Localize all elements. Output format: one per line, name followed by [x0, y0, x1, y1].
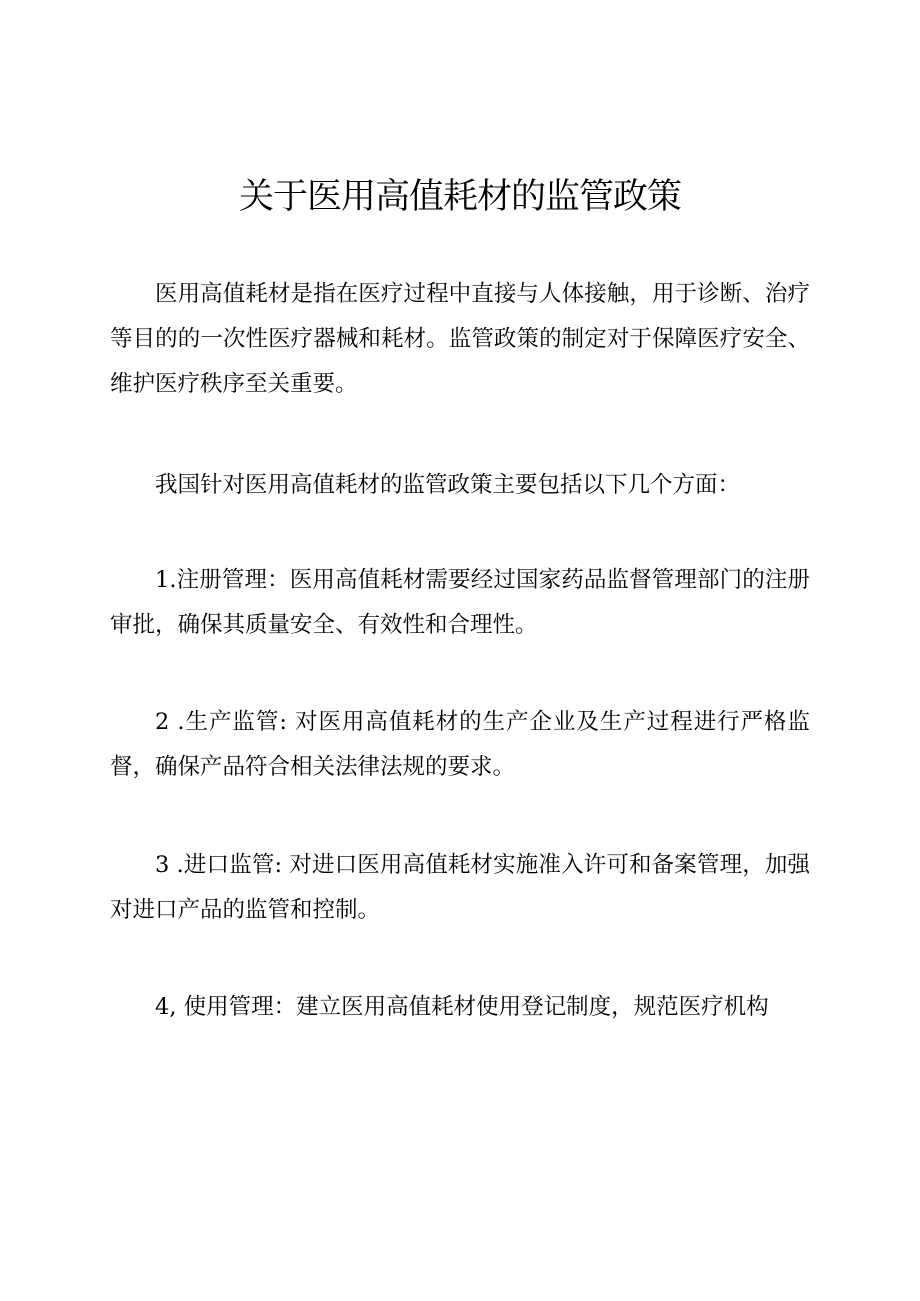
paragraph-item-1: 1.注册管理：医用高值耗材需要经过国家药品监督管理部门的注册审批，确保其质量安全、有效性和合理性。 — [110, 567, 810, 638]
paragraph-item-4: 4, 使用管理：建立医用高值耗材使用登记制度，规范医疗机构 — [155, 994, 769, 1020]
paragraph-item-2: 2 .生产监管: 对医用高值耗材的生产企业及生产过程进行严格监督，确保产品符合相关法律法规的要求。 — [110, 709, 810, 780]
paragraph-intro: 医用高值耗材是指在医疗过程中直接与人体接触，用于诊断、治疗等目的的一次性医疗器械和耗材。监管政策的制定对于保障医疗安全、维护医疗秩序至关重要。 — [110, 281, 810, 397]
paragraph-item-3: 3 .进口监管: 对进口医用高值耗材实施准入许可和备案管理，加强对进口产品的监管和控制。 — [110, 852, 810, 923]
paragraph-overview: 我国针对医用高值耗材的监管政策主要包括以下几个方面： — [155, 472, 741, 498]
document-title: 关于医用高值耗材的监管政策 — [238, 177, 681, 217]
